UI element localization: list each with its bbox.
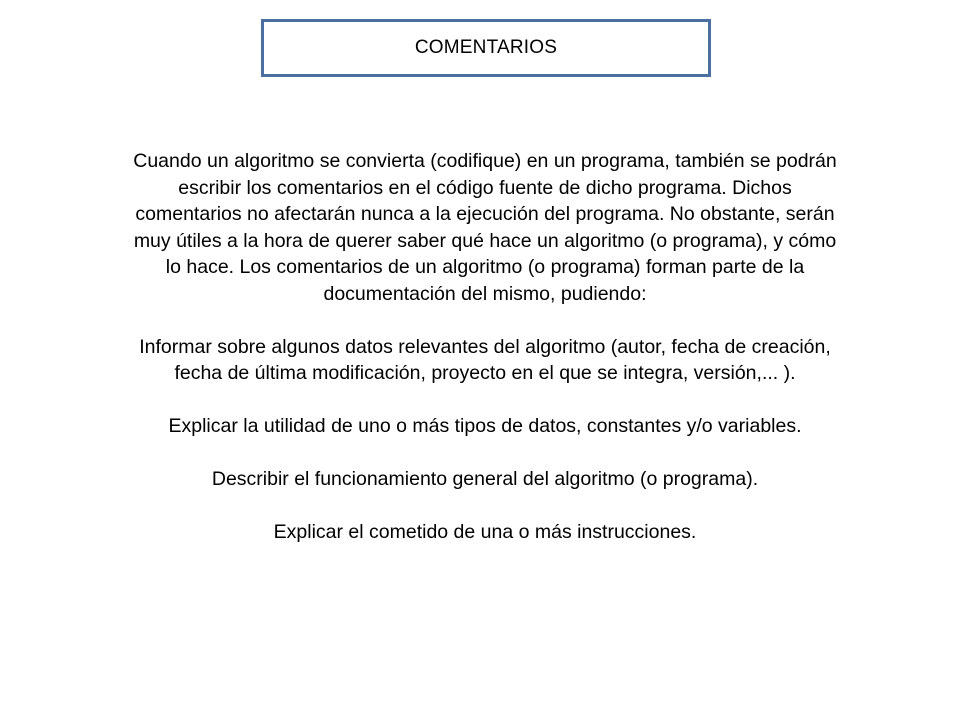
item-informar-paragraph: Informar sobre algunos datos relevantes del algoritmo (autor, fecha de creación, fecha de última modificación, proyecto en el que se integra, versión,... ). xyxy=(139,335,831,384)
item-explicar-utilidad-paragraph: Explicar la utilidad de uno o más tipos de datos, constantes y/o variables. xyxy=(168,415,802,437)
intro-paragraph: Cuando un algoritmo se convierta (codifique) en un programa, también se podrán escribir los comentarios en el código fuente de dicho programa. Dichos comentarios no afectarán nunca a la ejecución del programa. No obstante, serán muy útiles a la hora de querer saber qué hace un algoritmo (o programa), y cómo lo hace. Los comentarios de un algoritmo (o programa) forman parte de la documentación del mismo, pudiendo: xyxy=(133,150,837,305)
item-describir-paragraph: Describir el funcionamiento general del algoritmo (o programa). xyxy=(211,468,759,490)
title-box xyxy=(261,19,711,77)
slide-title: COMENTARIOS xyxy=(414,37,558,58)
slide-body xyxy=(125,148,845,546)
item-explicar-cometido-paragraph: Explicar el cometido de una o más instrucciones. xyxy=(273,521,697,543)
